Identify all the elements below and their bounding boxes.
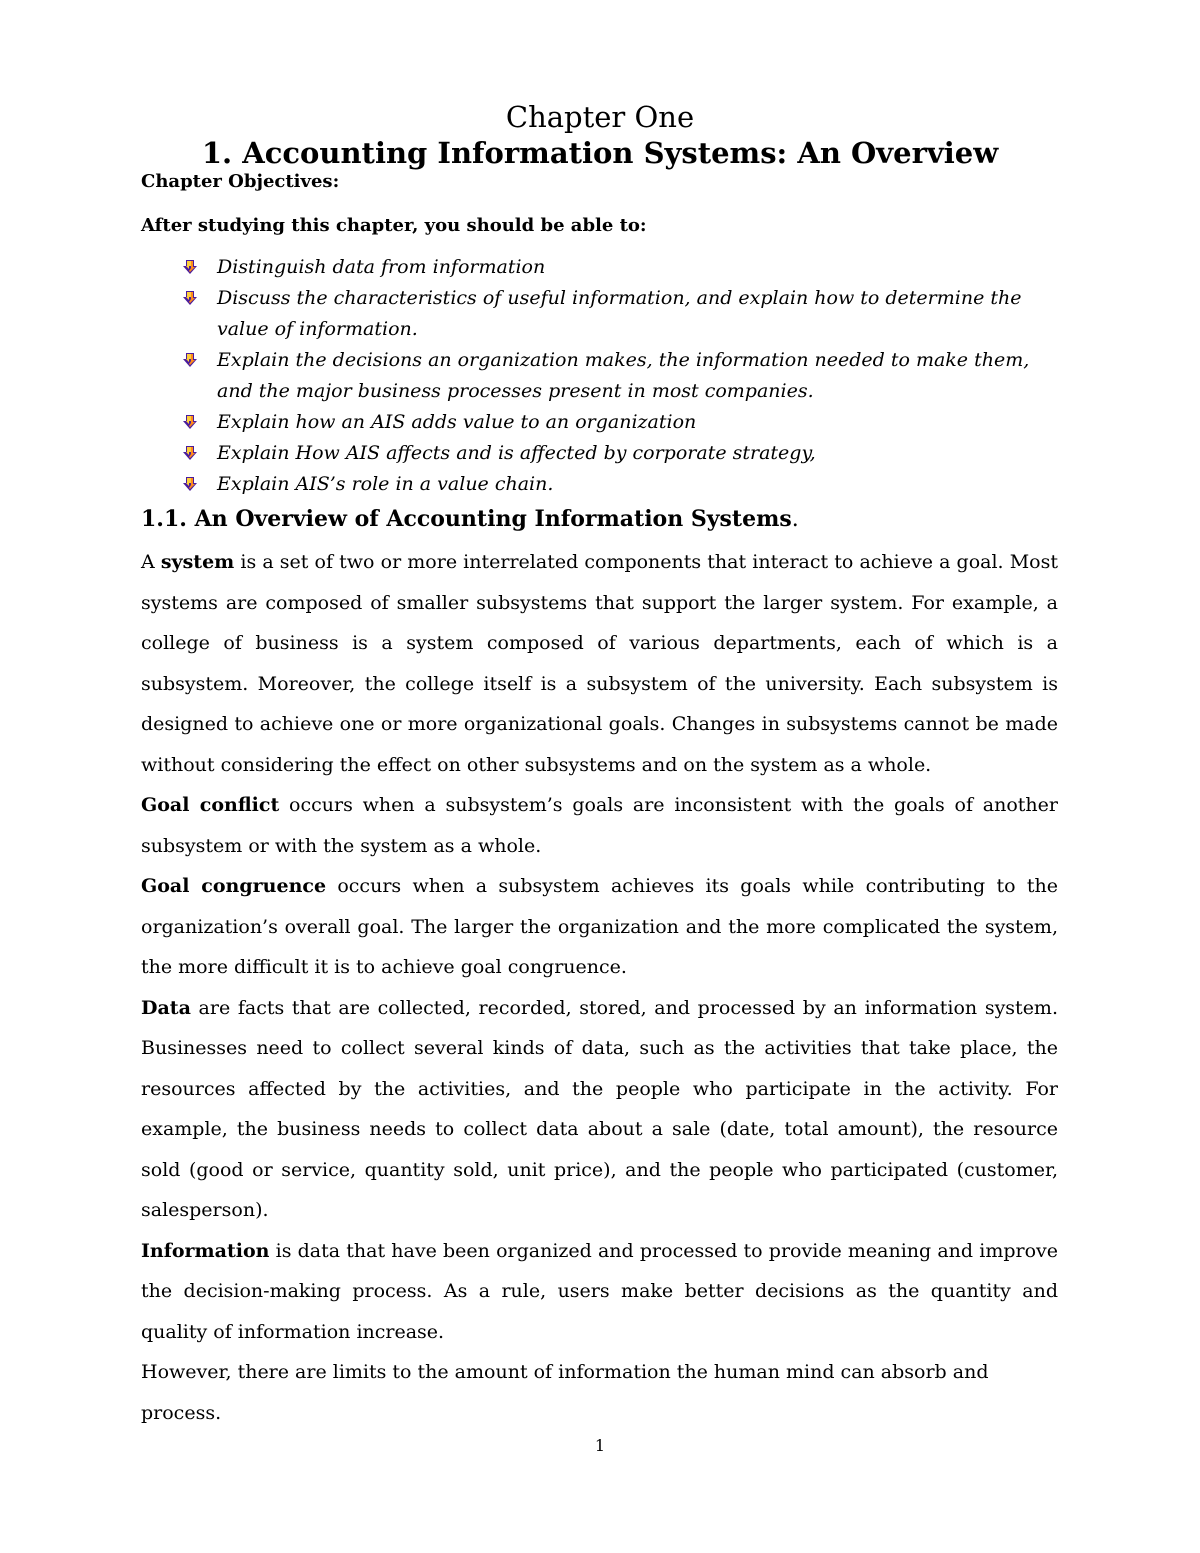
arrow-down-bullet-icon (183, 415, 197, 429)
term-goal-congruence: Goal congruence (141, 875, 327, 897)
paragraph-system (141, 542, 1058, 785)
page-number: 1 (594, 1436, 606, 1455)
arrow-down-bullet-icon (183, 446, 197, 460)
paragraph-limits (141, 1352, 1058, 1433)
arrow-down-bullet-icon (183, 260, 197, 274)
term-system: system (160, 551, 235, 573)
term-data: Data (141, 996, 191, 1019)
paragraph-information (141, 1231, 1058, 1353)
para-body: However, there are limits to the amount of information the human mind can absorb and process. (141, 1361, 989, 1424)
chapter-subtitle: 1. Accounting Information Systems: An Overview (201, 136, 999, 170)
objective-text: Explain How AIS affects and is affected by corporate strategy, (217, 442, 816, 464)
paragraph-goal-conflict (141, 785, 1058, 866)
arrow-down-bullet-icon (183, 477, 197, 491)
objective-text: Explain AIS’s role in a value chain. (217, 473, 554, 495)
para-body: are facts that are collected, recorded, stored, and processed by an information system. Businesses need to collect several kinds of data, such as the activities that take place, the resources affected by the activities, and the people who participate in the activity. For example, the business needs to collect data about a sale (date, total amount), the resource sold (good or service, quantity sold, unit price), and the people who participated (customer, salesperson). (141, 996, 1058, 1221)
objective-item (141, 252, 1061, 283)
para-body: is a set of two or more interrelated components that interact to achieve a goal. Most systems are composed of smaller subsystems that support the larger system. For example, a college of business is a system composed of various departments, each of which is a subsystem. Moreover, the college itself is a subsystem of the university. Each subsystem is designed to achieve one or more organizational goals. Changes in subsystems cannot be made without considering the effect on other subsystems and on the system as a whole. (141, 551, 1059, 776)
objective-text: Distinguish data from information (217, 256, 546, 278)
objective-text: Discuss the characteristics of useful information, and explain how to determine the value of information. (217, 287, 1022, 340)
paragraph-data (141, 988, 1058, 1231)
para-body: occurs when a subsystem’s goals are inconsistent with the goals of another subsystem or with the system as a whole. (141, 794, 1058, 857)
term-goal-conflict: Goal conflict (141, 794, 280, 816)
section-title-end: . (791, 507, 799, 532)
para-body: is data that have been organized and processed to provide meaning and improve the decision-making process. As a rule, users make better decisions as the quantity and quality of information increase. (141, 1239, 1058, 1343)
arrow-down-bullet-icon (183, 291, 197, 305)
section-heading (141, 504, 799, 535)
objectives-list (141, 252, 1061, 500)
objective-text: Explain the decisions an organization makes, the information needed to make them, and the major business processes present in most companies. (217, 349, 1030, 402)
objective-item (141, 345, 1061, 407)
para-body: occurs when a subsystem achieves its goals while contributing to the organization’s overall goal. The larger the organization and the more complicated the system, the more difficult it is to achieve goal congruence. (141, 875, 1058, 978)
objective-item (141, 469, 1061, 500)
objective-item (141, 283, 1061, 345)
chapter-title: Chapter One (505, 100, 695, 134)
objective-item (141, 407, 1061, 438)
objective-text: Explain how an AIS adds value to an organization (217, 411, 697, 433)
section-title-text: An Overview of Accounting Information Systems (194, 506, 792, 532)
objectives-heading: Chapter Objectives: (141, 171, 340, 192)
paragraph-goal-congruence (141, 866, 1058, 988)
body-text (141, 542, 1058, 1433)
term-information: Information (141, 1239, 270, 1262)
objective-item (141, 438, 1061, 469)
para-lead: A (141, 551, 161, 573)
arrow-down-bullet-icon (183, 353, 197, 367)
objectives-intro: After studying this chapter, you should be able to: (141, 215, 647, 236)
section-number: 1.1. (141, 506, 187, 532)
